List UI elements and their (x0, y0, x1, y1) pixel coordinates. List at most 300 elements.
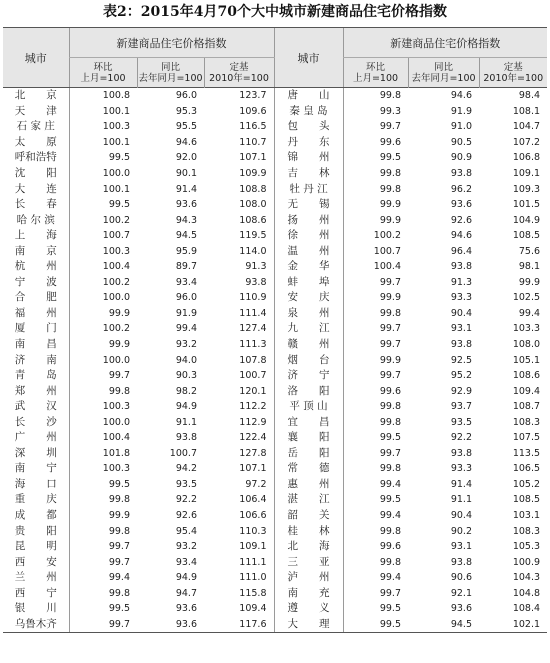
left-fixed: 106.4 (239, 494, 267, 506)
table-row (3, 446, 547, 462)
right-mom: 99.5 (343, 430, 408, 446)
table-row (3, 414, 547, 430)
table-row (3, 259, 547, 275)
right-yoy: 94.5 (408, 617, 479, 633)
right-city: 三 亚 (274, 554, 343, 570)
left-mom: 100.1 (69, 104, 137, 120)
right-yoy: 91.3 (450, 276, 472, 288)
left-yoy: 93.2 (175, 339, 197, 351)
left-yoy: 94.9 (175, 572, 197, 584)
left-mom: 100.3 (69, 461, 137, 477)
right-fixed: 108.5 (512, 494, 541, 506)
table-row (3, 181, 547, 197)
right-yoy: 92.9 (450, 385, 472, 397)
right-city: 蚌 埠 (274, 275, 343, 291)
left-fixed: 93.8 (245, 276, 267, 288)
left-mom: 100.0 (69, 166, 137, 182)
left-fixed: 106.6 (239, 510, 267, 522)
left-fixed: 111.4 (239, 307, 267, 319)
table-row (3, 399, 547, 415)
right-mom: 100.4 (343, 259, 408, 275)
left-city: 武 汉 (14, 400, 57, 413)
group-header-right: 新建商品住宅价格指数 (343, 28, 547, 58)
table-row (3, 383, 547, 399)
right-mom: 99.8 (343, 399, 408, 415)
right-city: 惠 州 (274, 477, 343, 493)
right-yoy: 96.2 (450, 183, 472, 195)
left-mom: 99.7 (69, 539, 137, 555)
right-mom: 99.5 (343, 601, 408, 617)
right-mom: 99.9 (343, 352, 408, 368)
right-yoy: 93.8 (450, 261, 472, 273)
left-city: 青 岛 (14, 369, 57, 382)
table-row (3, 150, 547, 166)
right-city: 洛 阳 (274, 383, 343, 399)
right-mom: 99.5 (343, 617, 408, 633)
right-fixed: 107.5 (512, 432, 541, 444)
table-row (3, 570, 547, 586)
right-mom: 99.8 (343, 414, 408, 430)
left-city: 厦 门 (14, 322, 57, 335)
table-row (3, 477, 547, 493)
left-city: 重 庆 (14, 493, 57, 506)
left-fixed: 109.4 (239, 603, 267, 615)
table-row (3, 617, 547, 633)
right-yoy: 92.5 (450, 354, 472, 366)
right-yoy: 90.9 (450, 152, 472, 164)
right-yoy: 90.2 (450, 525, 472, 537)
table-row (3, 461, 547, 477)
left-yoy: 94.3 (175, 214, 197, 226)
left-city: 沈 阳 (14, 167, 57, 179)
right-fixed: 100.9 (512, 556, 541, 568)
left-yoy: 96.0 (175, 90, 197, 102)
table-row (3, 368, 547, 384)
left-yoy: 92.0 (175, 152, 197, 164)
right-fixed: 108.6 (512, 370, 541, 382)
city-header-left: 城市 (3, 28, 69, 88)
right-mom: 99.7 (343, 321, 408, 337)
right-mom: 99.7 (343, 119, 408, 135)
table-row (3, 523, 547, 539)
left-city: 宁 波 (14, 275, 57, 288)
left-fixed: 110.7 (239, 136, 267, 148)
left-city: 石 家 庄 (16, 120, 55, 133)
table-row (3, 492, 547, 508)
left-city: 乌鲁木齐 (3, 617, 69, 633)
right-mom: 99.5 (343, 492, 408, 508)
right-mom: 99.6 (343, 383, 408, 399)
left-yoy: 90.1 (175, 168, 197, 179)
right-yoy: 90.4 (450, 307, 472, 319)
right-yoy: 93.7 (450, 401, 472, 413)
left-city: 银 川 (14, 602, 57, 615)
right-yoy: 93.6 (450, 603, 472, 615)
right-city: 扬 州 (274, 212, 343, 228)
right-mom: 99.4 (343, 570, 408, 586)
left-fixed: 111.3 (239, 339, 267, 351)
left-yoy: 91.4 (175, 183, 197, 195)
right-yoy: 90.5 (450, 136, 472, 148)
left-city: 济 南 (14, 353, 57, 366)
left-fixed: 107.1 (239, 463, 267, 475)
left-fixed: 116.5 (239, 121, 267, 133)
mom-header-name: 环比 (93, 61, 113, 73)
left-city: 贵 阳 (14, 524, 57, 537)
left-city: 西 安 (14, 555, 57, 568)
left-mom: 100.0 (69, 414, 137, 430)
left-fixed: 111.1 (239, 556, 267, 568)
fixed-header-right (479, 58, 547, 88)
left-city: 哈 尔 滨 (16, 213, 55, 226)
left-yoy: 92.2 (175, 494, 197, 506)
right-city: 秦 皇 岛 (274, 104, 343, 120)
left-mom: 99.9 (69, 306, 137, 322)
right-yoy: 93.3 (450, 292, 472, 304)
right-city: 常 德 (274, 461, 343, 477)
right-city: 锦 州 (274, 150, 343, 166)
left-city: 郑 州 (14, 384, 57, 397)
left-mom: 99.5 (69, 197, 137, 213)
left-mom: 100.3 (69, 119, 137, 135)
left-yoy: 94.7 (175, 587, 197, 599)
left-city: 兰 州 (14, 571, 57, 584)
left-yoy: 91.9 (175, 307, 197, 319)
right-city: 遵 义 (274, 601, 343, 617)
left-fixed: 112.9 (239, 416, 267, 428)
right-city: 宜 昌 (274, 414, 343, 430)
right-fixed: 105.1 (512, 354, 541, 366)
left-fixed: 109.6 (239, 105, 267, 117)
left-mom: 100.3 (69, 399, 137, 415)
yoy-header-right (408, 58, 479, 88)
right-yoy: 93.6 (450, 199, 472, 211)
right-city: 丹 东 (274, 135, 343, 151)
yoy-header-base: 去年同月=100 (138, 72, 203, 84)
left-city: 天 津 (14, 104, 57, 117)
left-city: 呼和浩特 (14, 151, 57, 164)
left-mom: 100.2 (69, 321, 137, 337)
left-yoy: 91.1 (175, 416, 197, 428)
right-yoy: 92.2 (450, 432, 472, 444)
left-fixed: 107.8 (239, 354, 267, 366)
right-yoy: 91.1 (450, 494, 472, 506)
left-fixed: 107.1 (239, 152, 267, 164)
left-mom: 100.7 (69, 228, 137, 244)
mom-header-left (69, 58, 137, 88)
right-fixed: 108.3 (512, 416, 541, 428)
right-city: 九 江 (274, 321, 343, 337)
left-mom: 100.1 (69, 181, 137, 197)
right-city: 牡 丹 江 (274, 181, 343, 197)
left-mom: 99.5 (69, 477, 137, 493)
right-yoy: 90.4 (450, 510, 472, 522)
fixed-header-base: 2010年=100 (209, 72, 269, 84)
right-yoy: 93.5 (450, 416, 472, 428)
left-yoy: 95.9 (175, 245, 197, 257)
left-yoy: 93.6 (175, 199, 197, 211)
right-fixed: 109.4 (512, 385, 541, 397)
right-fixed: 75.6 (518, 245, 541, 257)
right-fixed: 109.1 (512, 168, 541, 179)
right-mom: 99.8 (343, 461, 408, 477)
left-mom: 100.4 (69, 430, 137, 446)
left-yoy: 93.8 (175, 432, 197, 444)
left-yoy: 94.9 (175, 401, 197, 413)
right-fixed: 104.8 (512, 587, 541, 599)
right-mom: 99.8 (343, 523, 408, 539)
left-yoy: 94.6 (175, 136, 197, 148)
right-city: 包 头 (274, 119, 343, 135)
left-mom: 99.5 (69, 601, 137, 617)
right-yoy: 91.0 (450, 121, 472, 133)
right-city: 湛 江 (274, 492, 343, 508)
table-row (3, 337, 547, 353)
left-fixed: 97.2 (245, 478, 267, 490)
right-fixed: 105.3 (512, 541, 541, 553)
left-city: 杭 州 (14, 260, 57, 273)
right-mom: 99.8 (343, 554, 408, 570)
table-row (3, 554, 547, 570)
right-fixed: 104.9 (512, 214, 541, 226)
table-row (3, 430, 547, 446)
left-city: 福 州 (14, 306, 57, 319)
left-mom: 100.0 (69, 290, 137, 306)
right-yoy: 93.8 (450, 168, 472, 179)
left-yoy: 100.7 (169, 447, 197, 459)
right-yoy: 92.6 (450, 214, 472, 226)
table-row (3, 508, 547, 524)
left-yoy: 93.4 (175, 556, 197, 568)
table-row (3, 243, 547, 259)
left-fixed: 119.5 (239, 230, 267, 242)
left-yoy: 93.6 (175, 603, 197, 615)
right-mom: 99.6 (343, 135, 408, 151)
left-yoy: 93.2 (175, 541, 197, 553)
left-fixed: 110.9 (239, 292, 267, 304)
city-header-right: 城市 (274, 28, 343, 88)
right-mom: 99.9 (343, 197, 408, 213)
right-fixed: 106.8 (512, 152, 541, 164)
left-mom: 100.0 (69, 352, 137, 368)
right-yoy: 96.4 (450, 245, 472, 257)
left-city: 海 口 (14, 477, 57, 490)
right-fixed: 107.2 (512, 136, 541, 148)
left-fixed: 114.0 (239, 245, 267, 257)
left-fixed: 108.8 (239, 183, 267, 195)
right-city: 北 海 (274, 539, 343, 555)
left-mom: 99.8 (69, 492, 137, 508)
right-mom: 100.2 (343, 228, 408, 244)
right-fixed: 99.4 (518, 307, 541, 319)
left-yoy: 90.3 (175, 370, 197, 382)
right-fixed: 108.1 (512, 105, 541, 117)
left-mom: 99.9 (69, 337, 137, 353)
left-mom: 99.8 (69, 383, 137, 399)
right-mom: 99.4 (343, 508, 408, 524)
left-yoy: 98.2 (175, 385, 197, 397)
left-yoy: 94.5 (175, 230, 197, 242)
left-yoy: 93.5 (175, 478, 197, 490)
left-fixed: 110.3 (239, 525, 267, 537)
right-fixed: 102.1 (479, 617, 547, 633)
right-yoy: 90.6 (450, 572, 472, 584)
left-fixed: 91.3 (245, 261, 267, 273)
price-index-table (3, 27, 547, 633)
left-yoy: 96.0 (175, 292, 197, 304)
right-fixed: 103.3 (512, 323, 541, 335)
left-city: 成 都 (14, 509, 57, 522)
left-city: 南 昌 (14, 338, 57, 351)
right-mom: 99.7 (343, 275, 408, 291)
left-mom: 101.8 (69, 446, 137, 462)
right-mom: 99.8 (343, 88, 408, 104)
right-mom: 99.5 (343, 150, 408, 166)
right-fixed: 99.9 (518, 276, 541, 288)
right-fixed: 104.3 (512, 572, 541, 584)
table-row (3, 212, 547, 228)
left-yoy: 93.4 (175, 276, 197, 288)
table-row (3, 119, 547, 135)
table-title: 表2：2015年4月70个大中城市新建商品住宅价格指数 (103, 4, 447, 20)
left-mom: 100.2 (69, 212, 137, 228)
fixed-header-name: 定基 (503, 61, 523, 73)
table-row (3, 539, 547, 555)
right-mom: 99.8 (343, 166, 408, 182)
right-fixed: 105.2 (512, 478, 541, 490)
table-row (3, 586, 547, 602)
right-yoy: 93.1 (450, 541, 472, 553)
left-fixed: 108.0 (239, 199, 267, 211)
right-mom: 99.7 (343, 337, 408, 353)
right-fixed: 106.5 (512, 463, 541, 475)
left-city: 西 宁 (14, 586, 57, 599)
right-city: 岳 阳 (274, 446, 343, 462)
mom-header-right (343, 58, 408, 88)
left-fixed: 100.7 (239, 370, 267, 382)
right-fixed: 108.5 (512, 230, 541, 242)
right-mom: 99.7 (343, 368, 408, 384)
left-fixed: 123.7 (239, 90, 267, 102)
right-mom: 99.9 (343, 212, 408, 228)
left-city: 太 原 (14, 135, 57, 148)
left-fixed: 112.2 (239, 401, 267, 413)
yoy-header-base: 去年同月=100 (411, 72, 476, 84)
right-city: 泉 州 (274, 306, 343, 322)
right-yoy: 91.9 (450, 105, 472, 117)
table-row (3, 197, 547, 213)
left-fixed: 117.6 (204, 617, 274, 633)
right-city: 桂 林 (274, 523, 343, 539)
right-city: 济 宁 (274, 368, 343, 384)
right-mom: 99.8 (343, 181, 408, 197)
right-mom: 99.7 (343, 446, 408, 462)
left-mom: 100.1 (69, 135, 137, 151)
left-mom: 99.9 (69, 508, 137, 524)
table-row (3, 601, 547, 617)
right-yoy: 91.4 (450, 478, 472, 490)
right-city: 吉 林 (274, 166, 343, 182)
table-row (3, 290, 547, 306)
right-city: 襄 阳 (274, 430, 343, 446)
fixed-header-name: 定基 (229, 61, 249, 73)
left-mom: 100.4 (69, 259, 137, 275)
group-header-left: 新建商品住宅价格指数 (69, 28, 274, 58)
fixed-header-left (204, 58, 274, 88)
left-fixed: 127.8 (239, 447, 267, 459)
right-city: 徐 州 (274, 228, 343, 244)
left-fixed: 111.0 (239, 572, 267, 584)
right-city: 唐 山 (274, 88, 343, 104)
left-city: 北 京 (14, 89, 57, 102)
right-city: 大 理 (274, 617, 343, 633)
yoy-header-name: 同比 (433, 61, 453, 73)
left-city: 长 春 (14, 198, 57, 211)
right-yoy: 93.8 (450, 556, 472, 568)
mom-header-base: 上月=100 (80, 72, 126, 84)
left-yoy: 95.4 (175, 525, 197, 537)
right-city: 无 锡 (274, 197, 343, 213)
mom-header-base: 上月=100 (352, 72, 399, 84)
left-yoy: 95.3 (175, 105, 197, 117)
right-city: 南 充 (274, 586, 343, 602)
right-city: 烟 台 (274, 352, 343, 368)
left-yoy: 99.4 (175, 323, 197, 335)
right-yoy: 95.2 (450, 370, 472, 382)
left-yoy: 95.5 (175, 121, 197, 133)
left-fixed: 122.4 (239, 432, 267, 444)
right-fixed: 103.1 (512, 510, 541, 522)
table-body (3, 88, 547, 633)
left-mom: 100.8 (69, 88, 137, 104)
table-row (3, 321, 547, 337)
right-fixed: 98.4 (518, 90, 541, 102)
left-mom: 99.8 (69, 586, 137, 602)
table-row (3, 135, 547, 151)
fixed-header-base: 2010年=100 (483, 72, 544, 84)
right-fixed: 104.7 (512, 121, 541, 133)
left-city: 大 连 (14, 182, 57, 195)
right-mom: 99.8 (343, 306, 408, 322)
left-yoy: 94.2 (175, 463, 197, 475)
left-mom: 99.8 (69, 523, 137, 539)
left-city: 合 肥 (14, 291, 57, 304)
right-mom: 99.3 (343, 104, 408, 120)
right-yoy: 92.1 (450, 587, 472, 599)
right-city: 韶 关 (274, 508, 343, 524)
right-fixed: 102.5 (512, 292, 541, 304)
table-row (3, 166, 547, 182)
right-city: 温 州 (274, 243, 343, 259)
left-yoy: 89.7 (175, 261, 197, 273)
yoy-header-name: 同比 (160, 61, 180, 73)
right-fixed: 108.0 (512, 339, 541, 351)
left-yoy: 93.6 (137, 617, 204, 633)
right-city: 金 华 (274, 259, 343, 275)
left-yoy: 92.6 (175, 510, 197, 522)
right-city: 泸 州 (274, 570, 343, 586)
right-fixed: 108.3 (512, 525, 541, 537)
right-yoy: 93.1 (450, 323, 472, 335)
left-city: 上 海 (14, 229, 57, 242)
table-row (3, 88, 547, 104)
left-mom: 99.5 (69, 150, 137, 166)
left-mom: 99.7 (69, 368, 137, 384)
left-fixed: 109.9 (239, 168, 267, 179)
left-fixed: 115.8 (239, 587, 267, 599)
right-mom: 99.7 (343, 586, 408, 602)
table-row (3, 228, 547, 244)
